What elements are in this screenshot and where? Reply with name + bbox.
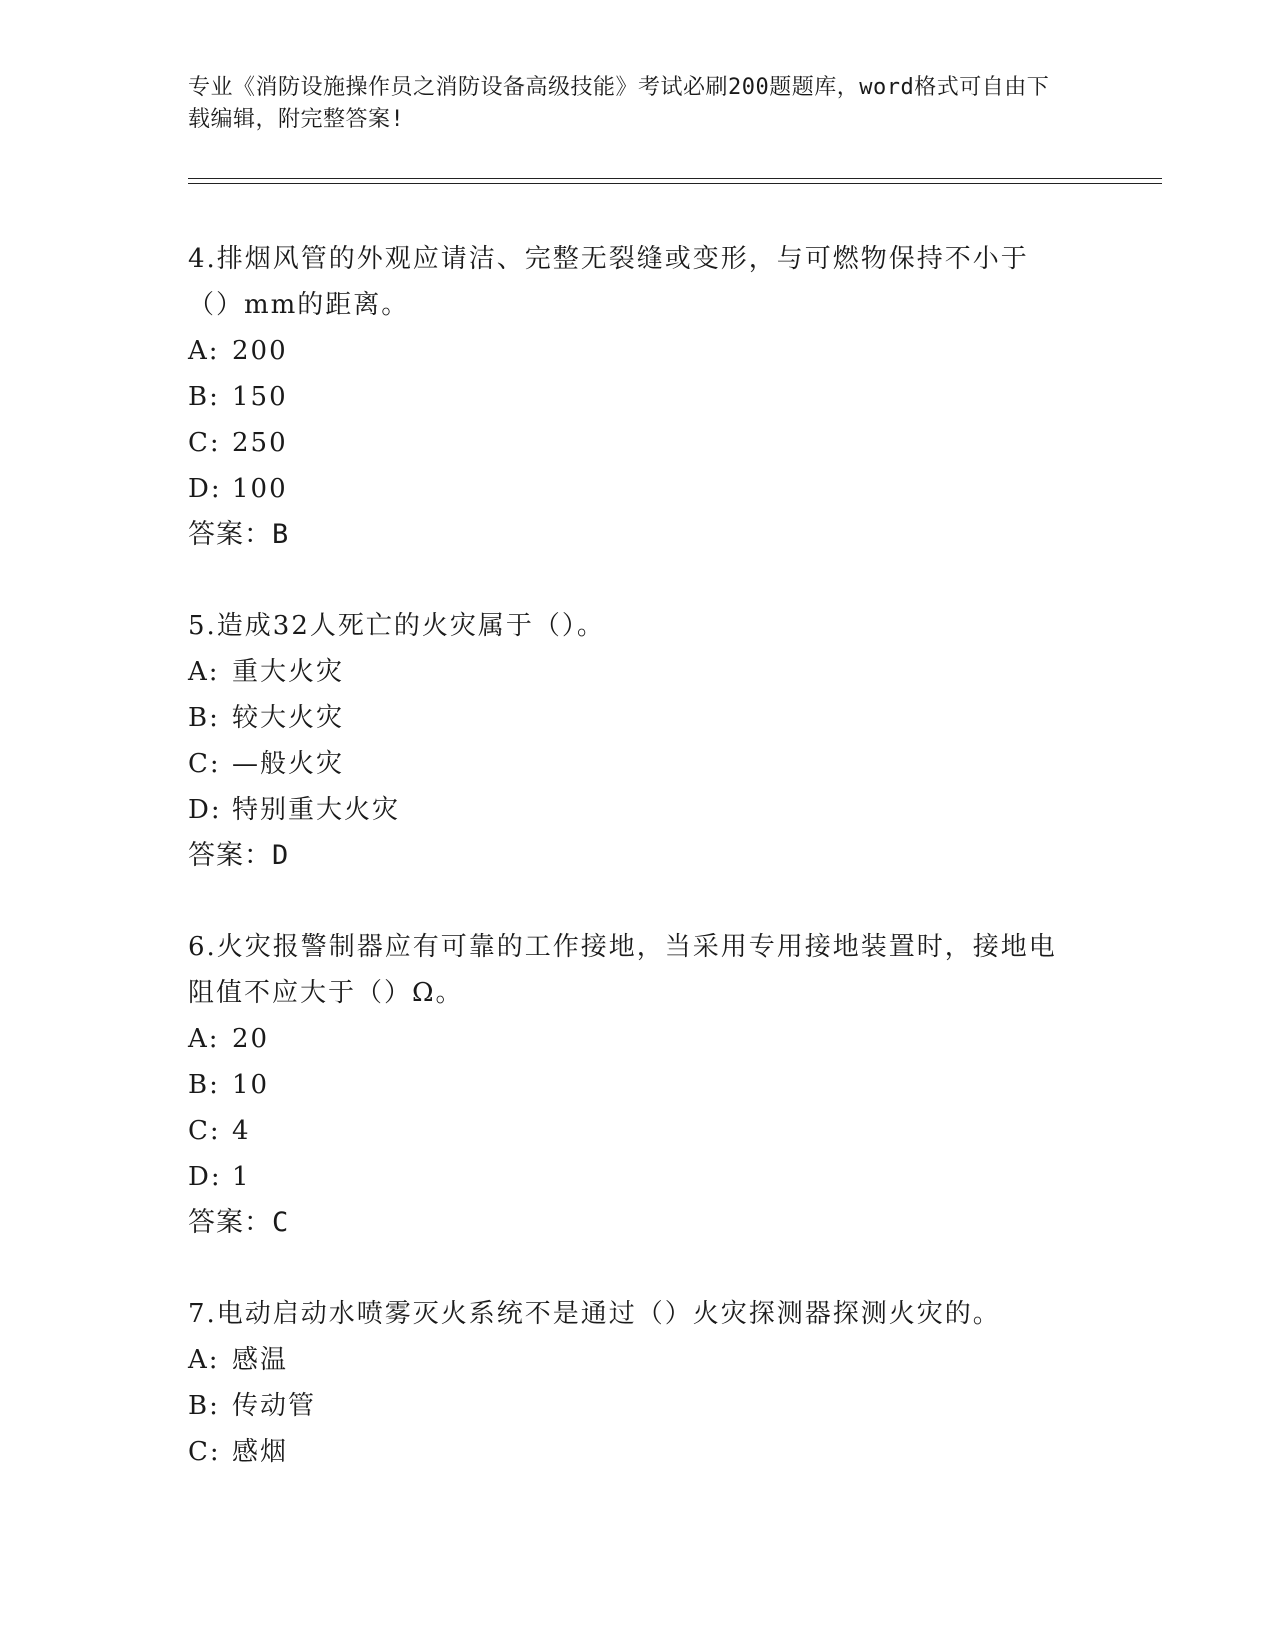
option-text: 150 [232,382,288,412]
answer-line: 答案：C [188,1207,290,1238]
option-text: 重大火灾 [232,657,345,687]
option-letter: C: [188,428,221,458]
option-letter: D: [188,795,222,825]
option-text: 100 [232,474,288,504]
option-b [188,695,1088,741]
option-b [188,374,1088,420]
option-letter: A: [188,336,220,366]
option-text: 20 [232,1024,270,1054]
header-divider-bottom [188,183,1162,184]
answer-line: 答案：B [188,519,290,550]
option-text: —般火灾 [232,749,345,779]
option-text: 感烟 [232,1437,289,1467]
option-a [188,328,1088,374]
question-5 [188,603,1088,879]
question-7 [188,1291,1088,1475]
option-text: 感温 [232,1345,289,1375]
option-b [188,1062,1088,1108]
option-letter: A: [188,1345,220,1375]
option-text: 250 [232,428,288,458]
option-letter: D: [188,474,222,504]
question-6 [188,924,1088,1246]
option-letter: B: [188,703,220,733]
option-text: 4 [232,1116,251,1146]
option-c [188,1108,1088,1154]
option-letter: C: [188,1116,221,1146]
answer-line: 答案：D [188,840,290,871]
option-a [188,649,1088,695]
option-letter: B: [188,382,220,412]
option-text: 10 [232,1070,270,1100]
option-text: 1 [232,1162,251,1192]
question-4 [188,236,1088,558]
option-letter: B: [188,1391,220,1421]
option-text: 200 [232,336,288,366]
question-stem: 5.造成32人死亡的火灾属于（）。 [188,611,605,641]
question-stem: 6.火灾报警制器应有可靠的工作接地，当采用专用接地装置时，接地电阻值不应大于（）Ω。 [188,932,1057,1008]
option-letter: D: [188,1162,222,1192]
option-d [188,1154,1088,1200]
option-letter: C: [188,749,221,779]
option-d [188,787,1088,833]
question-stem: 7.电动启动水喷雾灭火系统不是通过（）火灾探测器探测火灾的。 [188,1299,1001,1329]
question-list [188,236,1088,1520]
question-stem: 4.排烟风管的外观应请洁、完整无裂缝或变形，与可燃物保持不小于（）mm的距离。 [188,244,1029,320]
option-d [188,466,1088,512]
option-letter: A: [188,657,220,687]
option-text: 较大火灾 [232,703,345,733]
option-b [188,1383,1088,1429]
option-text: 传动管 [232,1391,317,1421]
option-letter: A: [188,1024,220,1054]
option-letter: C: [188,1437,221,1467]
option-c [188,1429,1088,1475]
option-letter: B: [188,1070,220,1100]
document-header: 专业《消防设施操作员之消防设备高级技能》考试必刷200题题库，word格式可自由下载编辑，附完整答案! [188,75,1050,132]
option-c [188,420,1088,466]
option-c [188,741,1088,787]
header-divider-top [188,178,1162,179]
option-a [188,1016,1088,1062]
option-a [188,1337,1088,1383]
option-text: 特别重大火灾 [232,795,401,825]
